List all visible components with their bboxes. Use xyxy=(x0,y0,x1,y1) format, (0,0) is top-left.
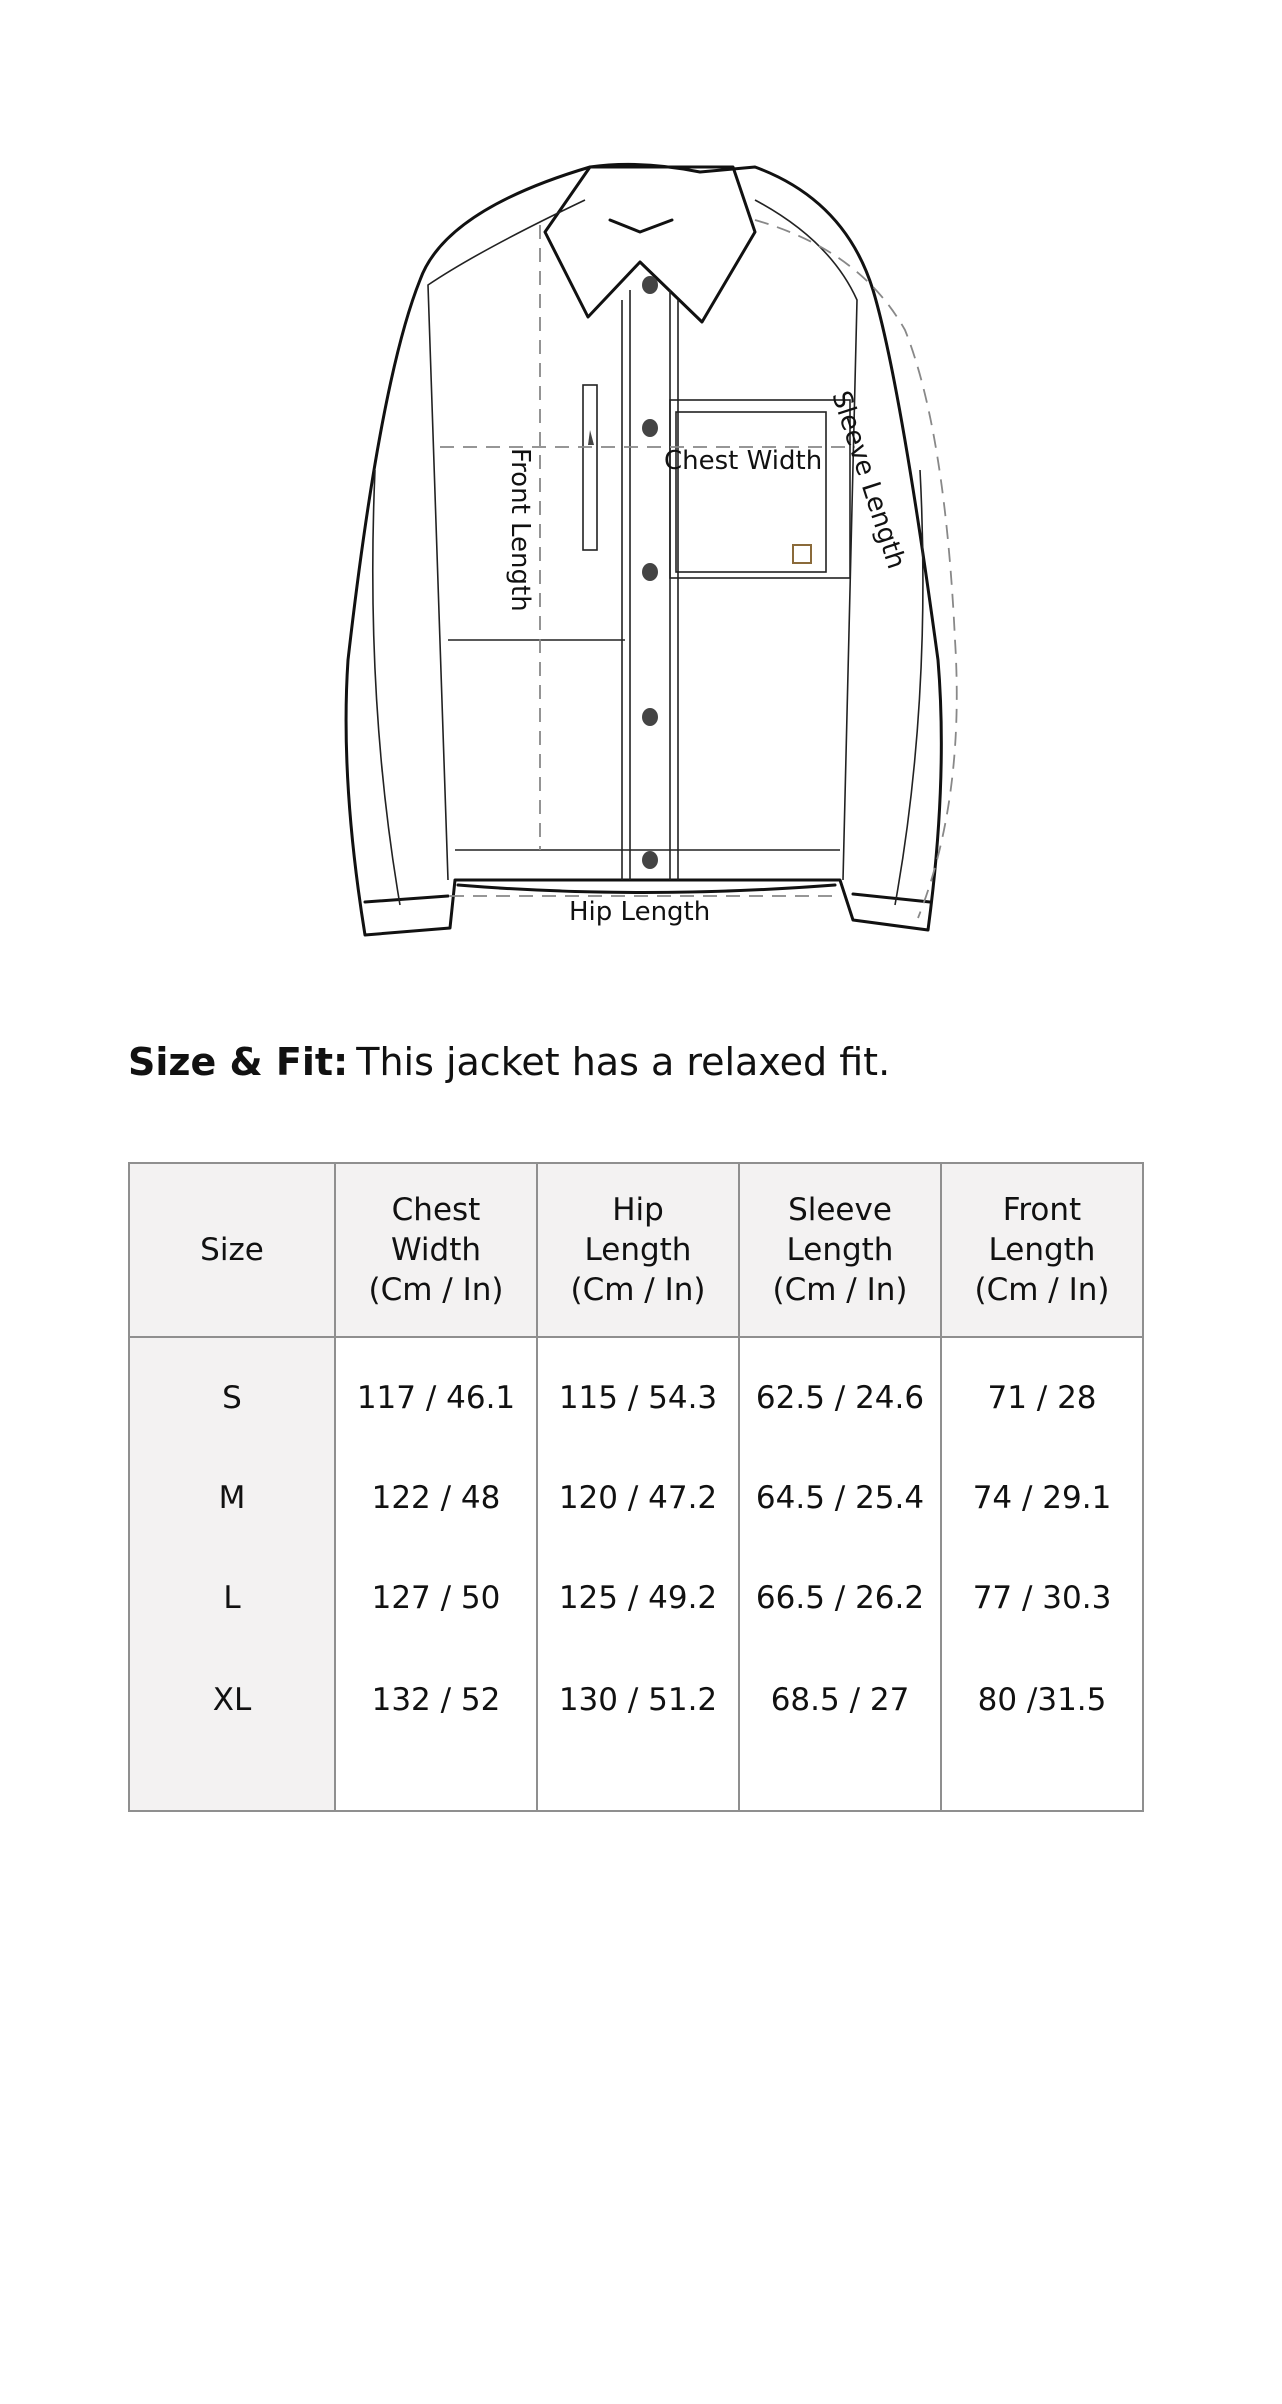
sleeve-length-cell: 68.5 / 27 xyxy=(739,1648,941,1811)
front-length-cell: 74 / 29.1 xyxy=(941,1448,1143,1548)
chest-pocket xyxy=(670,400,850,578)
table-row xyxy=(129,1548,1143,1648)
hip-length-label: Hip Length xyxy=(569,897,711,927)
hip-length-cell: 115 / 54.3 xyxy=(537,1337,739,1448)
header-sleeve-length: Sleeve Length (Cm / In) xyxy=(739,1163,941,1337)
size-cell: S xyxy=(129,1337,335,1448)
size-fit-statement xyxy=(128,1040,890,1084)
logo-tag xyxy=(793,545,811,563)
size-cell: L xyxy=(129,1548,335,1648)
chest-width-cell: 127 / 50 xyxy=(335,1548,537,1648)
zip-pocket xyxy=(583,385,597,550)
hip-length-cell: 130 / 51.2 xyxy=(537,1648,739,1811)
table-row xyxy=(129,1648,1143,1811)
front-length-cell: 77 / 30.3 xyxy=(941,1548,1143,1648)
header-size: Size xyxy=(129,1163,335,1337)
table-row xyxy=(129,1337,1143,1448)
sleeve-length-label: Sleeve Length xyxy=(825,387,912,573)
jacket-illustration xyxy=(0,0,1282,960)
table-header-row xyxy=(129,1163,1143,1337)
chest-width-cell: 122 / 48 xyxy=(335,1448,537,1548)
buttons xyxy=(588,276,658,869)
sleeve-length-cell: 66.5 / 26.2 xyxy=(739,1548,941,1648)
sleeve-length-cell: 64.5 / 25.4 xyxy=(739,1448,941,1548)
table-row xyxy=(129,1448,1143,1548)
size-fit-label: Size & Fit: xyxy=(128,1040,349,1084)
front-length-cell: 71 / 28 xyxy=(941,1337,1143,1448)
header-hip-length: Hip Length (Cm / In) xyxy=(537,1163,739,1337)
chest-width-cell: 117 / 46.1 xyxy=(335,1337,537,1448)
size-chart-table xyxy=(128,1162,1144,1812)
hip-length-cell: 120 / 47.2 xyxy=(537,1448,739,1548)
chest-width-cell: 132 / 52 xyxy=(335,1648,537,1811)
jacket-measurement-diagram xyxy=(0,0,1282,960)
collar xyxy=(545,167,755,322)
front-length-cell: 80 /31.5 xyxy=(941,1648,1143,1811)
front-length-label: Front Length xyxy=(505,448,535,612)
size-fit-description: This jacket has a relaxed fit. xyxy=(356,1040,891,1084)
header-chest-width: Chest Width (Cm / In) xyxy=(335,1163,537,1337)
size-cell: M xyxy=(129,1448,335,1548)
placket xyxy=(622,290,678,880)
chest-width-label: Chest Width xyxy=(664,446,823,476)
sleeve-length-cell: 62.5 / 24.6 xyxy=(739,1337,941,1448)
size-cell: XL xyxy=(129,1648,335,1811)
header-front-length: Front Length (Cm / In) xyxy=(941,1163,1143,1337)
hip-length-cell: 125 / 49.2 xyxy=(537,1548,739,1648)
